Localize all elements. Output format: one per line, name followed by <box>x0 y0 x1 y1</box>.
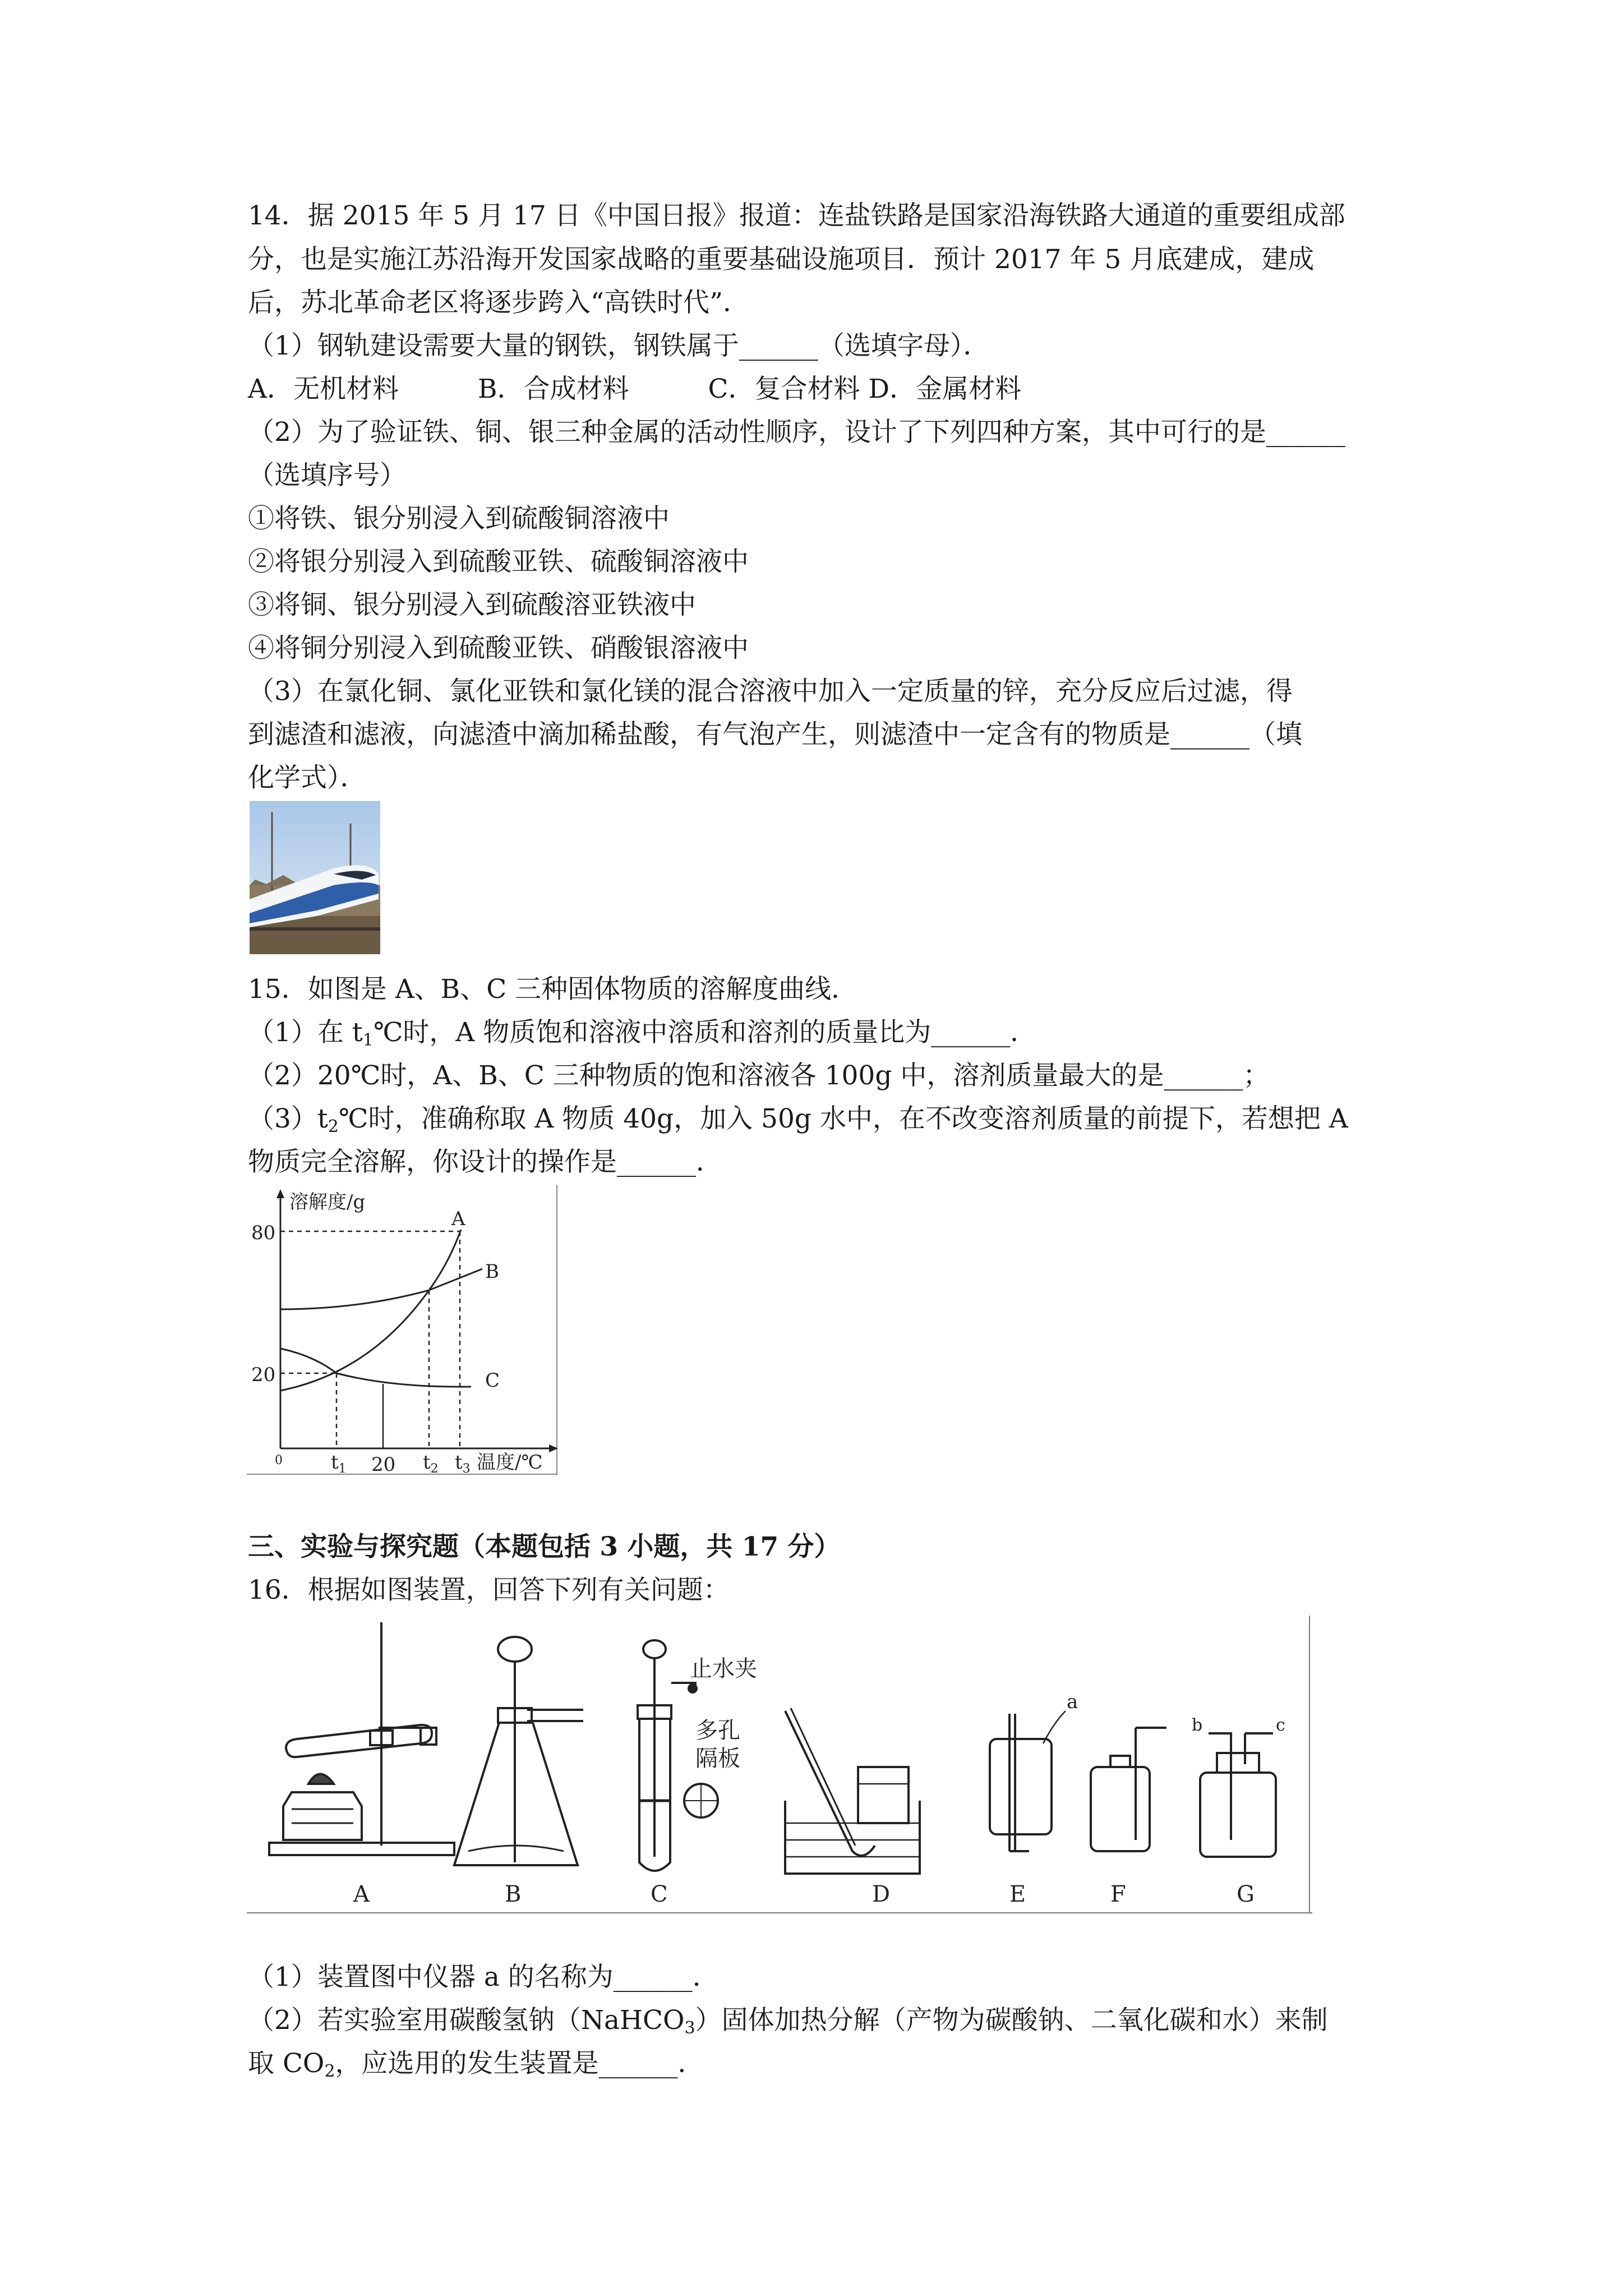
label-a: a <box>1067 1691 1078 1713</box>
apparatus-c <box>638 1640 757 1871</box>
q16-line1: 16．根据如图装置，回答下列有关问题： <box>248 1575 730 1605</box>
label-porous-1: 多孔 <box>695 1718 740 1743</box>
graph-tick-t3: $t_3$ <box>455 1451 471 1475</box>
q16-part2-line2: 取 $CO_2$，应选用的发生装置是______． <box>248 2048 704 2081</box>
y-axis-arrow <box>276 1189 284 1198</box>
label-apparatus-g: G <box>1237 1881 1255 1907</box>
apparatus-figure <box>247 1616 1312 1918</box>
q14-options: A．无机材料 B．合成材料 C．复合材料 D．金属材料 <box>248 374 1022 404</box>
label-apparatus-c: C <box>651 1881 668 1907</box>
q14-part3-line3: 化学式）． <box>248 762 367 793</box>
q15-line1: 15．如图是 A、B、C 三种固体物质的溶解度曲线． <box>248 974 858 1005</box>
q14-scheme-3: ③将铜、银分别浸入到硫酸溶亚铁液中 <box>248 590 696 620</box>
curve-b <box>280 1269 482 1309</box>
q14-part3-line2: 到滤渣和滤液，向滤渣中滴加稀盐酸，有气泡产生，则滤渣中一定含有的物质是______（填 <box>248 719 1302 750</box>
curve-a <box>280 1230 461 1391</box>
q14-scheme-2: ②将银分别浸入到硫酸亚铁、硫酸铜溶液中 <box>248 546 749 577</box>
q15-part3-line1: $(3)t_2℃$时，准确称取 A 物质 40g，加入 50g 水中，在不改变溶剂质量的前提下，若想把 A <box>248 1103 1348 1137</box>
label-porous-2: 隔板 <box>695 1746 740 1772</box>
apparatus-g <box>1192 1715 1285 1857</box>
q14-part2-line1: （2）为了验证铁、铜、银三种金属的活动性顺序，设计了下列四种方案，其中可行的是______ <box>248 417 1345 448</box>
q14-line3: 后，苏北革命老区将逐步跨入“高铁时代”． <box>248 287 750 318</box>
q14-part1: （1）钢轨建设需要大量的钢铁，钢铁属于______（选填字母）． <box>248 330 990 361</box>
graph-y-label: 溶解度/g <box>289 1191 366 1213</box>
label-apparatus-d: D <box>872 1881 891 1907</box>
apparatus-d <box>785 1708 920 1874</box>
label-b: b <box>1192 1715 1203 1735</box>
graph-tick-t1: $t_1$ <box>331 1451 347 1475</box>
label-apparatus-a: A <box>353 1881 370 1907</box>
q16-part2-line1: （2）若实验室用碳酸氢钠（NaHCO$_3$）固体加热分解（产物为碳酸钠、二氧化碳和水）来制 <box>248 2005 1328 2038</box>
label-apparatus-b: B <box>505 1881 522 1907</box>
train-photo <box>250 801 380 954</box>
section-3-heading: 三、实验与探究题（本题包括 3 小题，共 17 分） <box>248 1531 841 1562</box>
apparatus-b <box>454 1637 583 1865</box>
q14-part2-line2: （选填序号） <box>248 460 406 491</box>
apparatus-a <box>269 1622 454 1855</box>
q14-scheme-1: ①将铁、银分别浸入到硫酸铜溶液中 <box>248 503 670 534</box>
q16-part1: （1）装置图中仪器 a 的名称为______． <box>248 1962 719 1993</box>
q15-part1: （1）在 $t_1℃$时，A 物质饱和溶液中溶质和溶剂的质量比为______． <box>248 1017 1037 1050</box>
q14-line2: 分，也是实施江苏沿海开发国家战略的重要基础设施项目．预计 2017 年 5 月底建成，建成 <box>248 244 1315 275</box>
graph-origin: 0 <box>275 1453 283 1467</box>
q14-scheme-4: ④将铜分别浸入到硫酸亚铁、硝酸银溶液中 <box>248 633 749 664</box>
q14-part3-line1: （3）在氯化铜、氯化亚铁和氯化镁的混合溶液中加入一定质量的锌，充分反应后过滤，得 <box>248 676 1293 707</box>
graph-tick-20: 20 <box>251 1364 276 1386</box>
solubility-graph <box>247 1185 564 1475</box>
graph-tick-80: 80 <box>251 1222 276 1244</box>
q14-line1: 14．据 2015 年 5 月 17 日《中国日报》报道：连盐铁路是国家沿海铁路大通道的重要组成部 <box>248 200 1345 231</box>
apparatus-e <box>990 1691 1078 1851</box>
label-apparatus-e: E <box>1009 1881 1026 1907</box>
q15-part3-line2: 物质完全溶解，你设计的操作是______． <box>248 1147 722 1177</box>
curve-b-label: B <box>485 1260 499 1283</box>
graph-tick-20-x: 20 <box>371 1453 396 1475</box>
q15-part2: （2）20℃时，A、B、C 三种物质的饱和溶液各 100g 中，溶剂质量最大的是______； <box>248 1060 1270 1091</box>
graph-tick-t2: $t_2$ <box>423 1451 439 1475</box>
apparatus-f <box>1091 1728 1166 1851</box>
label-apparatus-f: F <box>1110 1881 1126 1907</box>
curve-c-label: C <box>485 1369 500 1392</box>
label-clip: 止水夹 <box>690 1656 757 1682</box>
label-c: c <box>1276 1715 1285 1735</box>
curve-c <box>280 1349 471 1387</box>
graph-x-label: 温度/℃ <box>477 1451 543 1474</box>
curve-a-label: A <box>451 1208 465 1230</box>
